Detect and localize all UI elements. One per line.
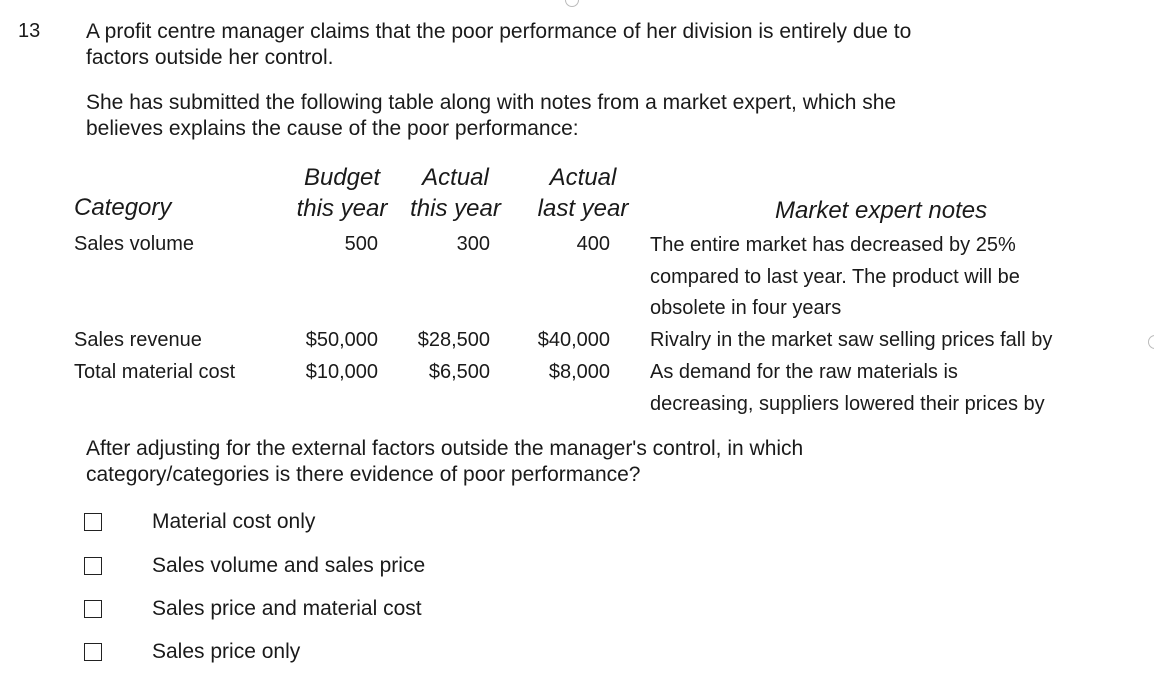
row-category: Total material cost [74,361,236,383]
context-line-2: believes explains the cause of the poor performance: [86,117,579,140]
header-notes: Market expert notes [775,197,988,224]
prompt-line-1: After adjusting for the external factors outside the manager's control, in which [86,437,804,460]
row-note-line: The entire market has decreased by 25% [650,234,1016,256]
row-category: Sales revenue [74,329,202,351]
option-label[interactable]: Sales volume and sales price [152,554,426,577]
row-note-line: obsolete in four years [650,297,842,319]
row-budget: 500 [344,233,378,255]
option-checkbox[interactable] [84,600,102,618]
header-category: Category [74,194,172,221]
row-actual: $28,500 [417,329,490,351]
row-note-line: compared to last year. The product will be [650,266,1020,288]
option-label[interactable]: Sales price only [152,640,301,663]
row-last: 400 [576,233,610,255]
option-label[interactable]: Sales price and material cost [152,597,422,620]
option-checkbox[interactable] [84,557,102,575]
intro-line-1: A profit centre manager claims that the poor performance of her division is entirely due to [86,20,912,43]
context-line-1: She has submitted the following table along with notes from a market expert, which she [86,91,897,114]
row-actual: $6,500 [428,361,490,383]
header-budget-line-2: this year [296,195,388,222]
prompt-line-2: category/categories is there evidence of poor performance? [86,463,641,486]
option-checkbox[interactable] [84,643,102,661]
option-checkbox[interactable] [84,513,102,531]
row-last: $8,000 [548,361,610,383]
scan-edge-mark [1148,335,1154,349]
header-actual-line-2: this year [410,195,501,222]
row-note-line: Rivalry in the market saw selling prices fall by [650,329,1053,351]
row-category: Sales volume [74,233,195,255]
row-actual: 300 [456,233,490,255]
header-budget-line-1: Budget [303,164,381,191]
row-note-line: decreasing, suppliers lowered their prices by [650,393,1045,415]
scan-edge-mark [565,0,579,7]
header-last-line-2: last year [537,195,629,222]
intro-line-2: factors outside her control. [86,46,334,69]
row-budget: $50,000 [305,329,378,351]
row-budget: $10,000 [305,361,378,383]
header-last-line-1: Actual [549,164,617,191]
header-actual-line-1: Actual [422,164,489,191]
row-last: $40,000 [537,329,610,351]
row-note-line: As demand for the raw materials is [650,361,958,383]
question-number: 13 [18,20,41,42]
option-label[interactable]: Material cost only [152,510,316,533]
